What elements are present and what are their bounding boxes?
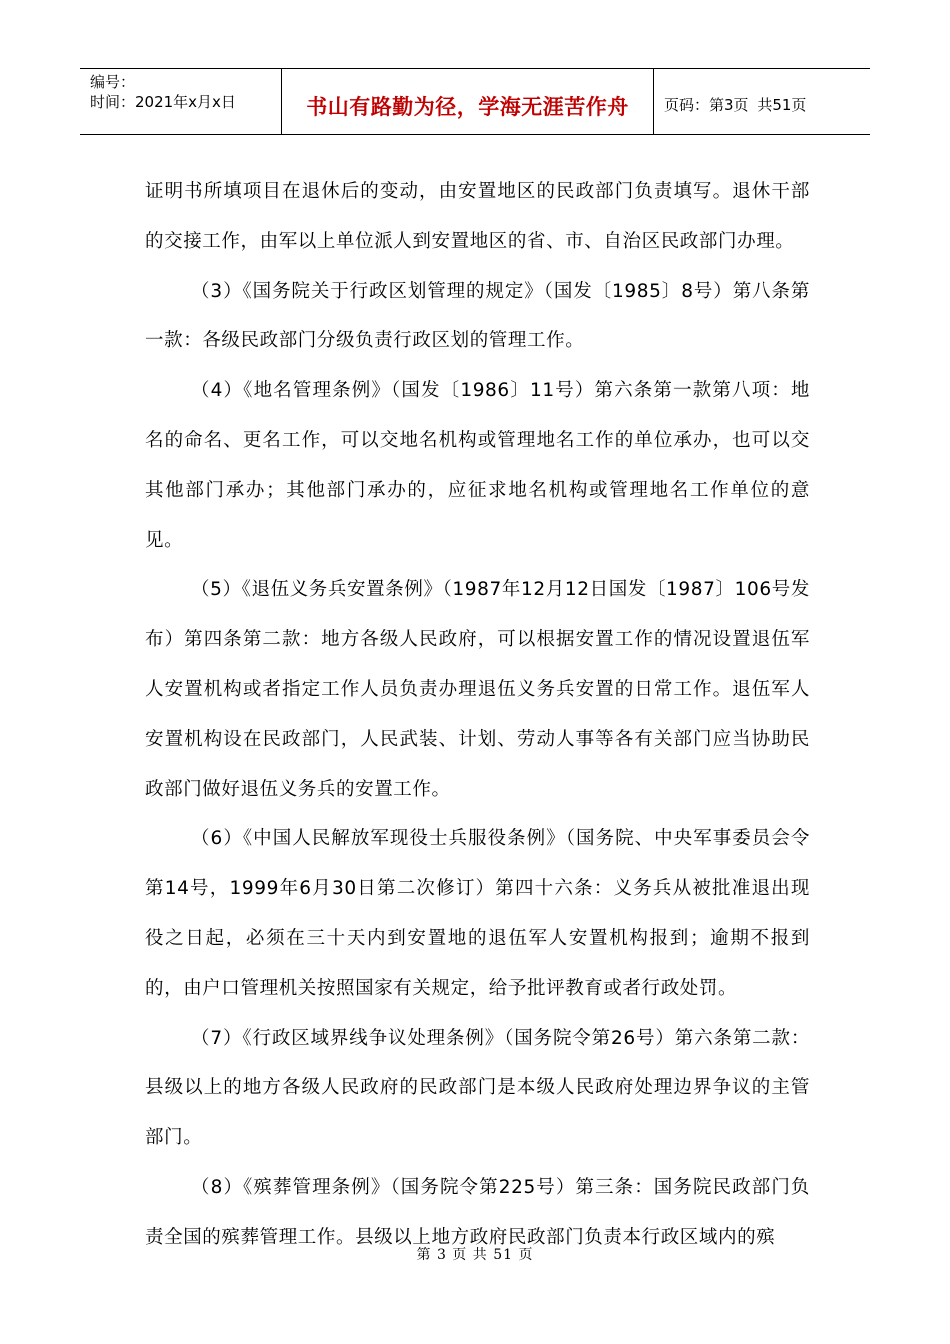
paragraph: （5）《退伍义务兵安置条例》（1987年12月12日国发〔1987〕106号发布）第四条第二款：地方各级人民政府，可以根据安置工作的情况设置退伍军人安置机构或者指定工作人员负责办理退伍义务兵安置的日常工作。退伍军人安置机构设在民政部门，人民武装、计划、劳动人事等各有关部门应当协助民政部门做好退伍义务兵的安置工作。 — [145, 579, 810, 800]
paragraph: （7）《行政区域界线争议处理条例》（国务院令第26号）第六条第二款：县级以上的地方各级人民政府的民政部门是本级人民政府处理边界争议的主管部门。 — [145, 1027, 810, 1149]
page-footer: 第 3 页 共 51 页 — [416, 1247, 534, 1263]
header-page-info — [654, 69, 870, 134]
paragraph: 证明书所填项目在退休后的变动，由安置地区的民政部门负责填写。退休干部的交接工作，由军以上单位派人到安置地区的省、市、自治区民政部门办理。 — [145, 181, 810, 252]
paragraph: （6）《中国人民解放军现役士兵服役条例》（国务院、中央军事委员会令第14号，1999年6月30日第二次修订）第四十六条：义务兵从被批准退出现役之日起，必须在三十天内到安置地的退伍军人安置机构报到；逾期不报到的，由户口管理机关按照国家有关规定，给予批评教育或者行政处罚。 — [145, 828, 810, 999]
page-header — [80, 68, 870, 135]
paragraph: （4）《地名管理条例》（国发〔1986〕11号）第六条第一款第八项：地名的命名、更名工作，可以交地名机构或管理地名工作的单位承办，也可以交其他部门承办；其他部门承办的，应征求地名机构或管理地名工作单位的意见。 — [145, 380, 810, 551]
paragraph: （8）《殡葬管理条例》（国务院令第225号）第三条：国务院民政部门负责全国的殡葬管理工作。县级以上地方政府民政部门负责本行政区域内的殡 — [145, 1176, 810, 1248]
header-page-total: 共51页 — [757, 96, 807, 114]
header-page-number: 页码：第3页 — [664, 96, 749, 114]
header-meta — [80, 69, 282, 134]
header-motto: 书山有路勤为径，学海无涯苦作舟 — [282, 69, 654, 134]
serial-number-label: 编号： — [90, 73, 136, 91]
document-body — [145, 167, 810, 1263]
date-label: 时间：2021年x月x日 — [90, 93, 236, 111]
paragraph: （3）《国务院关于行政区划管理的规定》（国发〔1985〕8号）第八条第一款：各级民政部门分级负责行政区划的管理工作。 — [145, 280, 810, 352]
